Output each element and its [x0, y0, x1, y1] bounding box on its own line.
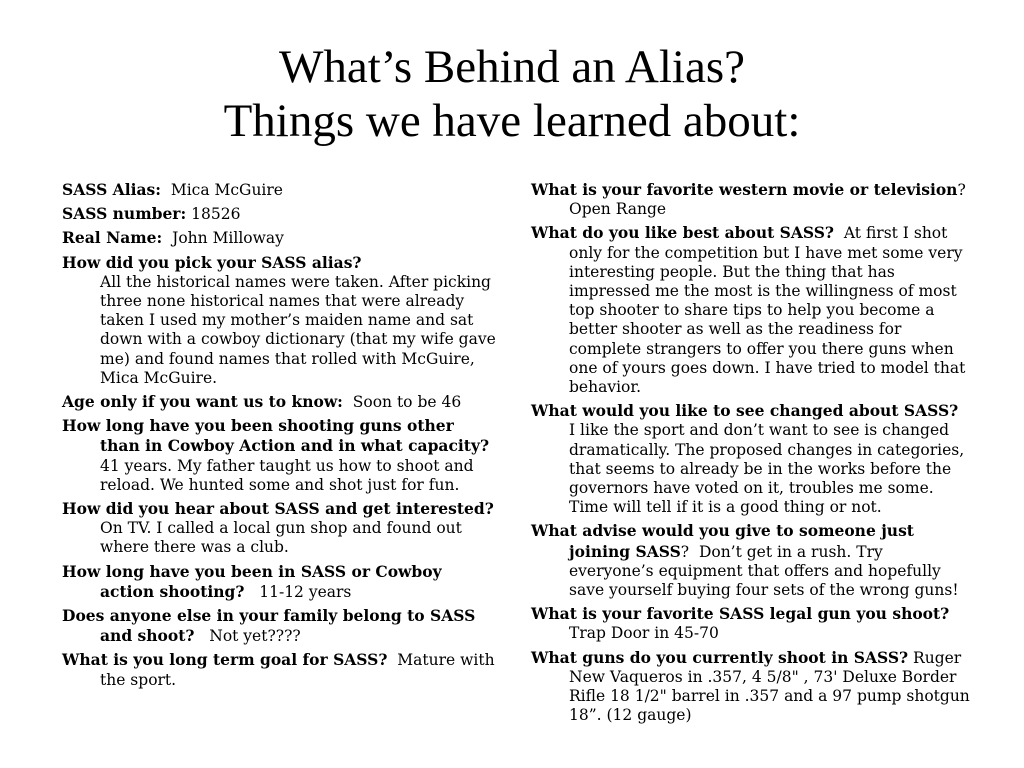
qa-item	[531, 648, 971, 726]
answer: 41 years. My father taught us how to shoot and reload. We hunted some and shot just for fun.	[100, 456, 474, 494]
question: What guns do you currently shoot in SASS?	[531, 647, 909, 667]
question: What is you long term goal for SASS?	[62, 650, 388, 670]
answer: Mature with the sport.	[100, 651, 495, 689]
answer: On TV. I called a local gun shop and found out where there was a club.	[100, 519, 462, 557]
answer: 11-12 years	[259, 582, 352, 601]
qa-item	[531, 401, 971, 517]
alias-value: Mica McGuire	[170, 181, 283, 199]
question: Age only if you want us to know:	[62, 392, 343, 412]
sass-number-label: SASS number:	[62, 204, 187, 224]
question: How long have you been in SASS or Cowboy action shooting?	[62, 561, 442, 601]
real-name-label: Real Name:	[62, 228, 163, 248]
qa-item	[531, 604, 971, 643]
qa-item	[531, 223, 971, 397]
title-line-2: Things we have learned about:	[223, 95, 801, 147]
answer: At first I shot only for the competition but I have met some very interesting people. But the thing that has impressed me the most is the willingness of most top shooter to share tips to help you become a better shooter as well as the readiness for complete strangers to offer you there guns when one of yours goes down. I have tried to model that behavior.	[569, 224, 966, 397]
qa-item	[531, 180, 971, 219]
alias-label: SASS Alias:	[62, 180, 161, 199]
answer: I like the sport and don’t want to see is changed dramatically. The proposed changes in categories, that seems to already be in the works before the governors have voted on it, troubles me some. Time will tell if it is a good thing or not.	[569, 421, 965, 517]
alias-field	[62, 180, 498, 200]
question: How did you hear about SASS and get interested?	[62, 499, 494, 519]
qa-item	[62, 392, 498, 412]
answer: Soon to be 46	[352, 393, 462, 412]
qa-item	[62, 562, 498, 602]
question: How did you pick your SASS alias?	[62, 252, 362, 272]
question-end: ?	[680, 542, 690, 561]
qa-item	[62, 606, 498, 646]
answer: Don’t get in a rush. Try everyone’s equipment that offers and hopefully save yourself buying four sets of the wrong guns!	[569, 542, 959, 600]
question: What do you like best about SASS?	[531, 223, 835, 243]
question: What is your favorite western movie or television	[531, 180, 958, 199]
right-column	[531, 180, 971, 729]
left-column	[62, 180, 498, 694]
real-name-field	[62, 228, 498, 248]
answer: All the historical names were taken. After picking three none historical names that were already taken I used my mother’s maiden name and sat down with a cowboy dictionary (that my wife gave me) and found names that rolled with McGuire, Mica McGuire.	[100, 272, 496, 387]
question: What would you like to see changed about SASS?	[531, 401, 959, 421]
qa-item	[62, 253, 498, 388]
answer: Ruger New Vaqueros in .357, 4 5/8" , 73' Deluxe Border Rifle 18 1/2" barrel in .357 and a 97 pump shotgun 18”. (12 gauge)	[569, 648, 970, 725]
answer: Not yet????	[209, 627, 301, 646]
question: What is your favorite SASS legal gun you shoot?	[531, 604, 950, 624]
question: What advise would you give to someone just joining SASS	[531, 521, 914, 561]
answer: Trap Door in 45-70	[569, 624, 719, 643]
sass-number-value: 18526	[191, 205, 241, 224]
qa-item	[62, 499, 498, 558]
qa-item	[531, 521, 971, 600]
question: How long have you been shooting guns other than in Cowboy Action and in what capacity?	[62, 416, 490, 456]
question: Does anyone else in your family belong to SASS and shoot?	[62, 606, 476, 646]
qa-item	[62, 416, 498, 495]
answer: Open Range	[569, 200, 667, 219]
question-end: ?	[957, 181, 966, 199]
page-title	[0, 40, 1024, 148]
sass-number-field	[62, 204, 498, 224]
qa-item	[62, 650, 498, 689]
real-name-value: John Milloway	[172, 229, 284, 248]
title-line-1: What’s Behind an Alias?	[279, 41, 745, 93]
